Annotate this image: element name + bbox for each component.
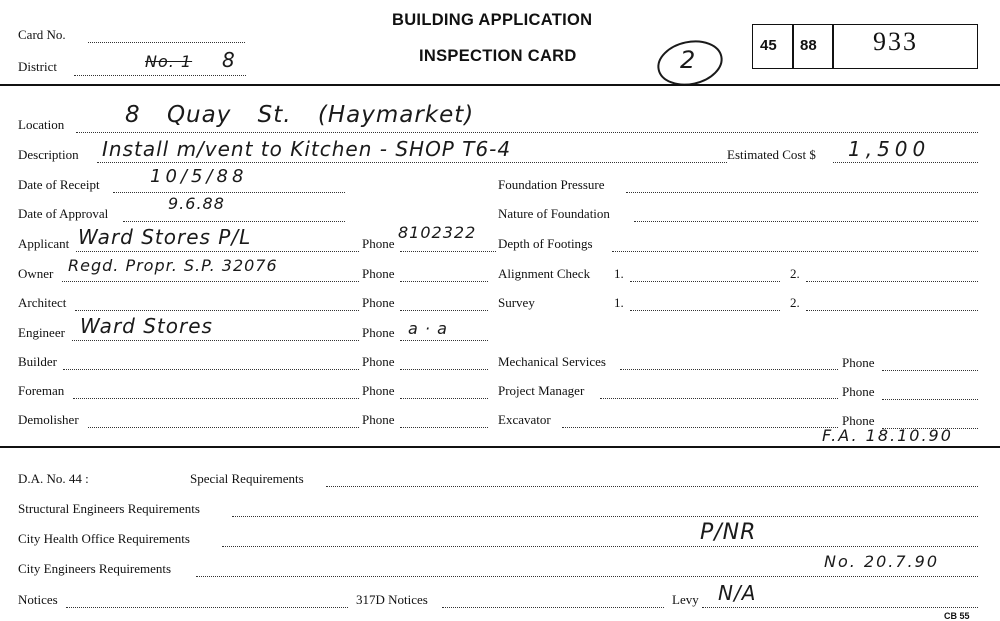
notices-label: Notices [18,592,58,607]
engineer-label: Engineer [18,325,65,340]
circled-mark-text: 2 [680,46,697,74]
project-manager-phone-label: Phone [842,384,875,399]
form-title: BUILDING APPLICATION [392,11,593,29]
applicant-phone-line [400,251,496,252]
special-requirements-label: Special Requirements [190,471,304,486]
demolisher-line [88,427,359,428]
owner-label: Owner [18,266,54,281]
architect-phone-line [400,310,488,311]
location-label: Location [18,117,65,132]
box-2-value: 88 [800,37,817,54]
excavator-line [562,427,838,428]
description-label: Description [18,147,79,162]
engineer-phone-label: Phone [362,325,395,340]
card-number-box [752,24,978,69]
form-subtitle: INSPECTION CARD [419,47,577,65]
date-approval-line [123,221,345,222]
architect-line [75,310,359,311]
applicant-label: Applicant [18,236,70,251]
alignment-check-label: Alignment Check [498,266,591,281]
structural-engineers-line [232,516,978,517]
special-requirements-line [326,486,978,487]
applicant-value: Ward Stores P/L [78,225,252,249]
demolisher-phone-line [400,427,488,428]
district-line [74,75,246,76]
mechanical-phone-label: Phone [842,355,875,370]
description-value: Install m/vent to Kitchen - SHOP T6-4 [102,137,512,161]
survey-line-1 [630,310,780,311]
district-value: 8 [222,48,236,72]
builder-phone-line [400,369,488,370]
city-health-value: P/NR [700,520,757,545]
city-engineers-label: City Engineers Requirements [18,561,172,576]
date-receipt-value: 10/5/88 [150,166,248,187]
project-manager-phone-line [882,399,978,400]
project-manager-label: Project Manager [498,383,585,398]
card-no-label: Card No. [18,27,66,42]
date-receipt-label: Date of Receipt [18,177,100,192]
card-no-line [88,42,245,43]
date-receipt-line [113,192,345,193]
estimated-cost-value: 1,500 [848,137,931,161]
engineer-phone-value: a · a [408,319,448,338]
survey-num-1: 1. [614,295,624,310]
alignment-line-2 [806,281,978,282]
alignment-num-1: 1. [614,266,624,281]
foreman-line [73,398,359,399]
survey-line-2 [806,310,978,311]
applicant-phone-value: 8102322 [398,223,477,242]
notices-line [66,607,348,608]
excavator-phone-label: Phone [842,413,875,428]
location-line [76,132,978,133]
box-divider-1 [792,24,794,69]
district-label: District [18,59,57,74]
fa-note: F.A. 18.10.90 [822,426,953,445]
city-engineers-value: No. 20.7.90 [824,552,939,571]
architect-label: Architect [18,295,67,310]
nature-foundation-label: Nature of Foundation [498,206,610,221]
city-engineers-line [196,576,978,577]
city-health-line [222,546,978,547]
builder-line [63,369,359,370]
estimated-cost-line [833,162,978,163]
date-approval-label: Date of Approval [18,206,109,221]
alignment-num-2: 2. [790,266,800,281]
foundation-pressure-label: Foundation Pressure [498,177,605,192]
foreman-phone-line [400,398,488,399]
mechanical-services-line [620,369,838,370]
box-divider-2 [832,24,834,69]
alignment-line-1 [630,281,780,282]
city-health-label: City Health Office Requirements [18,531,190,546]
owner-phone-line [400,281,488,282]
estimated-cost-label: Estimated Cost $ [727,147,816,162]
lower-divider [0,446,1000,448]
excavator-label: Excavator [498,412,551,427]
depth-footings-line [612,251,978,252]
applicant-line [76,251,359,252]
date-approval-value: 9.6.88 [168,194,225,213]
box-1-value: 45 [760,37,777,54]
levy-line [702,607,978,608]
levy-label: Levy [672,592,699,607]
builder-phone-label: Phone [362,354,395,369]
location-value: 8 Quay St. (Haymarket) [125,102,475,128]
nature-foundation-line [634,221,978,222]
form-code: CB 55 [944,611,970,621]
da-no-label: D.A. No. 44 : [18,471,89,486]
mechanical-services-label: Mechanical Services [498,354,606,369]
header-divider [0,84,1000,86]
engineer-line [72,340,359,341]
levy-value: N/A [718,581,757,605]
card-number: 933 [873,27,918,56]
foreman-label: Foreman [18,383,65,398]
district-struck-value: No. 1 [145,52,193,71]
foundation-pressure-line [626,192,978,193]
applicant-phone-label: Phone [362,236,395,251]
foreman-phone-label: Phone [362,383,395,398]
engineer-phone-line [400,340,488,341]
notices-317d-line [442,607,664,608]
description-line [97,162,727,163]
structural-engineers-label: Structural Engineers Requirements [18,501,200,516]
owner-line [62,281,359,282]
survey-num-2: 2. [790,295,800,310]
owner-value: Regd. Propr. S.P. 32076 [68,256,278,275]
demolisher-label: Demolisher [18,412,79,427]
notices-317d-label: 317D Notices [356,592,428,607]
depth-footings-label: Depth of Footings [498,236,593,251]
demolisher-phone-label: Phone [362,412,395,427]
owner-phone-label: Phone [362,266,395,281]
builder-label: Builder [18,354,57,369]
project-manager-line [600,398,838,399]
engineer-value: Ward Stores [80,314,213,338]
architect-phone-label: Phone [362,295,395,310]
mechanical-phone-line [882,370,978,371]
survey-label: Survey [498,295,535,310]
